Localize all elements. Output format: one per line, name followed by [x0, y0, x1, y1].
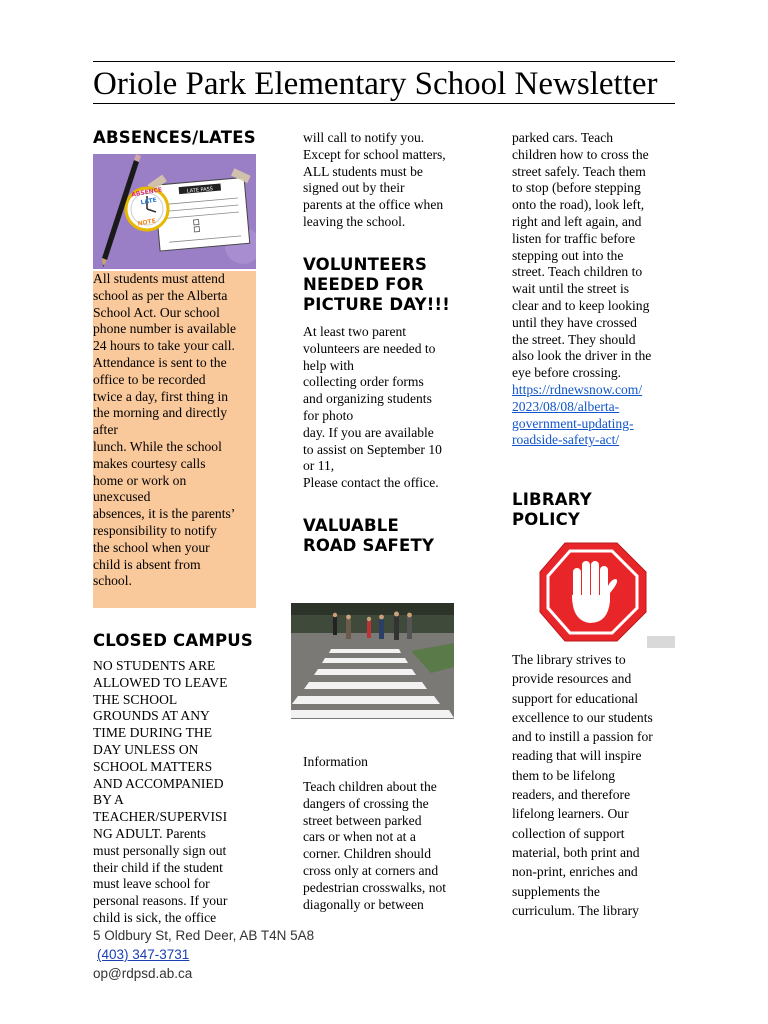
closed-campus-line: BY A: [93, 792, 124, 808]
library-policy-line: and to instill a passion for: [512, 729, 653, 745]
closed-campus-line: NO STUDENTS ARE: [93, 658, 216, 673]
volunteers-line: and organizing students: [303, 391, 432, 407]
road-safety-continued-line: stepping out into the: [512, 247, 624, 263]
link-line: government-updating-: [512, 415, 634, 431]
absences-line: absences, it is the parents’: [93, 506, 236, 522]
closed-campus-text: [93, 658, 263, 927]
absences-line: school.: [93, 573, 132, 589]
volunteers-heading-line: VOLUNTEERS: [303, 255, 428, 274]
absences-line: School Act. Our school: [93, 304, 220, 320]
volunteers-heading: [303, 255, 450, 315]
library-policy-line: support for educational: [512, 690, 639, 706]
road-safety-line: cars or when not at a: [303, 829, 416, 845]
pencil-lettering-2: LATE: [140, 196, 158, 207]
road-safety-continued-line: right and left again, and: [512, 213, 642, 229]
closed-campus-line: must personally sign out: [93, 842, 227, 858]
road-safety-continued-line: listen for traffic before: [512, 230, 636, 246]
closed-campus-heading: CLOSED CAMPUS: [93, 631, 253, 650]
absences-continued-line: leaving the school.: [303, 213, 406, 229]
pencil-lettering-1: ABSENCE: [130, 186, 163, 199]
pencil-lettering-3: NOTE: [137, 217, 157, 228]
road-safety-continued-line: also look the driver in the: [512, 348, 652, 364]
closed-campus-line: AND ACCOMPANIED: [93, 775, 224, 791]
footer-phone-link[interactable]: (403) 347-3731: [97, 947, 190, 962]
absences-line: the school when your: [93, 539, 210, 555]
absences-line: home or work on: [93, 472, 187, 488]
road-safety-line: street between parked: [303, 812, 422, 828]
absences-image: [93, 154, 256, 269]
note-card-title: LATE PASS: [186, 186, 214, 195]
road-safety-continued-line: parked cars. Teach: [512, 130, 614, 145]
closed-campus-line: GROUNDS AT ANY: [93, 708, 210, 724]
road-safety-continued-line: clear and to keep looking: [512, 297, 650, 313]
road-safety-continued-line: eye before crossing.: [512, 365, 622, 381]
road-safety-heading: [303, 516, 434, 556]
absences-continued-line: will call to notify you.: [303, 130, 425, 145]
absences-line: lunch. While the school: [93, 438, 222, 454]
closed-campus-line: their child if the student: [93, 859, 223, 875]
road-safety-line: diagonally or between: [303, 896, 424, 912]
road-safety-continued-line: onto the road), look left,: [512, 197, 645, 213]
absences-line: the morning and directly: [93, 405, 228, 421]
library-policy-heading-line: LIBRARY: [512, 490, 592, 509]
stop-hand-image: [512, 535, 675, 648]
absences-line: phone number is available: [93, 321, 237, 337]
title-rule-top: [93, 61, 675, 62]
absences-text: [93, 271, 256, 608]
volunteers-line: or 11,: [303, 458, 335, 474]
volunteers-line: to assist on September 10: [303, 441, 442, 457]
absences-line: child is absent from: [93, 556, 201, 572]
road-safety-continued-line: to stop (before stepping: [512, 180, 641, 196]
road-safety-continued-line: children how to cross the: [512, 146, 649, 162]
closed-campus-line: NG ADULT. Parents: [93, 825, 206, 841]
road-safety-continued-line: street. Teach children to: [512, 264, 643, 280]
road-safety-text: [303, 779, 478, 913]
road-safety-continued-line: wait until the street is: [512, 281, 630, 297]
absences-line: responsibility to notify: [93, 522, 217, 538]
volunteers-line: collecting order forms: [303, 374, 424, 390]
road-safety-line: dangers of crossing the: [303, 795, 429, 811]
road-safety-heading-line: VALUABLE: [303, 516, 399, 535]
library-policy-line: readers, and therefore: [512, 787, 631, 803]
absences-line: school as per the Alberta: [93, 287, 228, 303]
absences-continued-text: [303, 130, 478, 231]
library-policy-line: provide resources and: [512, 671, 632, 687]
volunteers-line: day. If you are available: [303, 424, 434, 440]
absences-heading: ABSENCES/LATES: [93, 128, 256, 147]
library-policy-line: them to be lifelong: [512, 767, 616, 783]
absences-line: unexcused: [93, 489, 151, 505]
closed-campus-line: SCHOOL MATTERS: [93, 758, 213, 774]
absences-line: All students must attend: [93, 271, 225, 286]
library-policy-line: supplements the: [512, 883, 600, 899]
absences-continued-line: Except for school matters,: [303, 146, 446, 162]
volunteers-line: help with: [303, 357, 354, 373]
closed-campus-line: DAY UNLESS ON: [93, 741, 199, 757]
link-line: 2023/08/08/alberta-: [512, 398, 620, 414]
volunteers-line: volunteers are needed to: [303, 340, 436, 356]
road-safety-continued-line: until they have crossed: [512, 314, 637, 330]
library-policy-line: non-print, enriches and: [512, 864, 638, 880]
absences-line: office to be recorded: [93, 371, 206, 387]
absences-continued-line: signed out by their: [303, 180, 405, 196]
road-safety-continued-line: the street. They should: [512, 331, 636, 347]
road-safety-continued-line: street safely. Teach them: [512, 163, 646, 179]
absences-line: Attendance is sent to the: [93, 354, 227, 370]
road-safety-continued-text: [512, 130, 687, 449]
clock-graphic: [126, 186, 168, 230]
closed-campus-line: TIME DURING THE: [93, 725, 213, 741]
absences-line: 24 hours to take your call.: [93, 338, 235, 354]
absences-line: after: [93, 422, 118, 438]
closed-campus-line: THE SCHOOL: [93, 691, 178, 707]
volunteers-line: for photo: [303, 407, 354, 423]
road-safety-line: pedestrian crosswalks, not: [303, 879, 447, 895]
absences-line: makes courtesy calls: [93, 455, 206, 471]
library-policy-line: The library strives to: [512, 652, 626, 667]
footer-contact: [93, 926, 314, 983]
library-policy-line: lifelong learners. Our: [512, 806, 629, 822]
absences-continued-line: ALL students must be: [303, 163, 423, 179]
newsletter-title: Oriole Park Elementary School Newsletter: [93, 66, 658, 102]
volunteers-line: At least two parent: [303, 324, 407, 339]
library-policy-line: curriculum. The library: [512, 902, 639, 918]
library-policy-line: excellence to our students: [512, 709, 653, 725]
library-policy-text: [512, 650, 687, 920]
volunteers-heading-line: NEEDED FOR: [303, 275, 424, 294]
library-policy-line: collection of support: [512, 825, 625, 841]
library-policy-heading-line: POLICY: [512, 510, 581, 529]
library-policy-line: material, both print and: [512, 844, 640, 860]
closed-campus-line: ALLOWED TO LEAVE: [93, 674, 228, 690]
closed-campus-line: must leave school for: [93, 876, 210, 892]
crosswalk-photo: [291, 603, 454, 719]
volunteers-text: [303, 324, 478, 492]
road-safety-heading-line: ROAD SAFETY: [303, 536, 435, 555]
road-safety-line: Teach children about the: [303, 779, 437, 794]
volunteers-line: Please contact the office.: [303, 475, 439, 491]
library-policy-line: reading that will inspire: [512, 748, 642, 764]
closed-campus-line: personal reasons. If your: [93, 893, 228, 909]
library-policy-heading: [512, 490, 592, 530]
link-line: https://rdnewsnow.com/: [512, 381, 643, 397]
road-safety-line: cross only at corners and: [303, 862, 439, 878]
closed-campus-line: child is sick, the office: [93, 909, 217, 925]
road-info-label: Information: [303, 754, 368, 769]
closed-campus-line: TEACHER/SUPERVISI: [93, 809, 228, 825]
footer-email: op@rdpsd.ab.ca: [93, 966, 193, 981]
link-line: roadside-safety-act/: [512, 432, 620, 448]
absences-continued-line: parents at the office when: [303, 197, 444, 213]
volunteers-heading-line: PICTURE DAY!!!: [303, 295, 450, 314]
absences-line: twice a day, first thing in: [93, 388, 229, 404]
footer-address: 5 Oldbury St, Red Deer, AB T4N 5A8: [93, 928, 315, 943]
road-safety-line: corner. Children should: [303, 846, 431, 862]
road-safety-article-link[interactable]: [512, 382, 687, 449]
title-rule-bottom: [93, 103, 675, 104]
